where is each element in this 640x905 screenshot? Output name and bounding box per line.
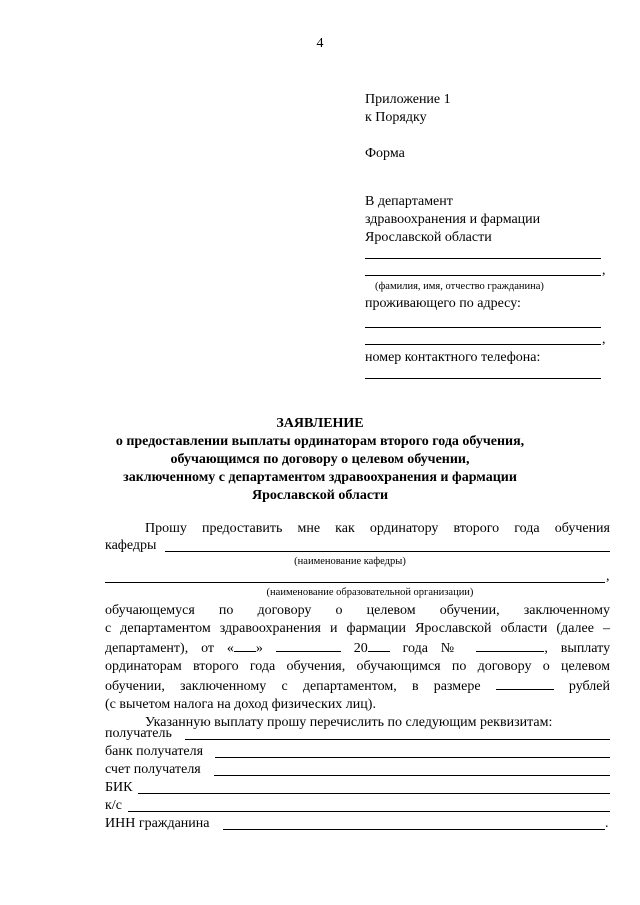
- title-line1: ЗАЯВЛЕНИЕ: [276, 416, 364, 431]
- requisite-account-label: счет получателя: [105, 762, 201, 777]
- period-mark: .: [605, 816, 609, 831]
- requisite-bank-label: банк получателя: [105, 744, 204, 759]
- name-blank-line-2[interactable]: [365, 275, 601, 276]
- address-blank-line-2[interactable]: [365, 344, 601, 345]
- addressee-line1: В департамент: [365, 194, 453, 209]
- requisite-inn-label: ИНН гражданина: [105, 816, 210, 831]
- address-label: проживающего по адресу:: [365, 296, 521, 311]
- title-line2: о предоставлении выплаты ординаторам второго года обучения,: [115, 434, 525, 449]
- statement-title: [0, 415, 640, 505]
- line-d: ординаторам второго года обучения, обучающимся по договору о целевом: [105, 659, 610, 674]
- page-number: 4: [316, 36, 324, 51]
- day-blank[interactable]: [234, 638, 256, 652]
- year-blank[interactable]: [368, 638, 390, 652]
- addressee-line3: Ярославской области: [365, 230, 492, 245]
- name-hint: (фамилия, имя, отчество гражданина): [375, 281, 544, 292]
- form-label: Форма: [365, 146, 405, 161]
- kafedra-label: кафедры: [105, 538, 157, 553]
- organization-hint: (наименование образовательной организации): [266, 587, 474, 598]
- requisite-bank-line[interactable]: [215, 757, 610, 758]
- contract-number-blank[interactable]: [476, 638, 544, 652]
- appendix-line2: к Порядку: [365, 110, 427, 125]
- title-line4: заключенному с департаментом здравоохранения и фармации: [123, 470, 517, 485]
- line-c: департамент), от « » 20 года № , выплату: [105, 638, 610, 658]
- month-blank[interactable]: [276, 638, 341, 652]
- requisite-account-line[interactable]: [214, 775, 610, 776]
- body-p1-line1: [105, 520, 610, 538]
- line-a: обучающемуся по договору о целевом обучении, заключенному: [105, 603, 610, 618]
- line-f: (с вычетом налога на доход физических лиц).: [105, 697, 376, 712]
- address-blank-line-1[interactable]: [365, 327, 601, 328]
- requisite-inn-line[interactable]: [223, 829, 605, 830]
- comma-mark: ,: [602, 332, 606, 347]
- requisite-bik-label: БИК: [105, 780, 133, 795]
- appendix-line1: Приложение 1: [365, 92, 451, 107]
- name-blank-line-1[interactable]: [365, 258, 601, 259]
- requisite-recipient-line[interactable]: [185, 739, 610, 740]
- organization-blank-line[interactable]: [105, 582, 605, 583]
- requisite-ks-line[interactable]: [128, 811, 610, 812]
- title-line3: обучающимся по договору о целевом обучении,: [170, 452, 470, 467]
- comma-mark: ,: [602, 263, 606, 278]
- requisite-bik-line[interactable]: [138, 793, 610, 794]
- addressee-line2: здравоохранения и фармации: [365, 212, 541, 227]
- p1-text: Прошу предоставить мне как ординатору второго года обучения: [145, 521, 610, 536]
- line-e: обучении, заключенному с департаментом, в размере рублей: [105, 676, 610, 696]
- line-b: с департаментом здравоохранения и фармации Ярославской области (далее –: [105, 621, 610, 636]
- phone-blank-line[interactable]: [365, 378, 601, 379]
- amount-blank[interactable]: [496, 676, 554, 690]
- p2: Указанную выплату прошу перечислить по следующим реквизитам:: [145, 715, 553, 730]
- body-text-block: [105, 602, 610, 732]
- kafedra-hint: (наименование кафедры): [294, 556, 406, 567]
- kafedra-blank-line[interactable]: [165, 551, 610, 552]
- comma-mark: ,: [606, 569, 610, 584]
- requisite-ks-label: к/с: [105, 798, 122, 813]
- title-line5: Ярославской области: [251, 488, 389, 503]
- phone-label: номер контактного телефона:: [365, 350, 541, 365]
- requisite-recipient-label: получатель: [105, 726, 172, 741]
